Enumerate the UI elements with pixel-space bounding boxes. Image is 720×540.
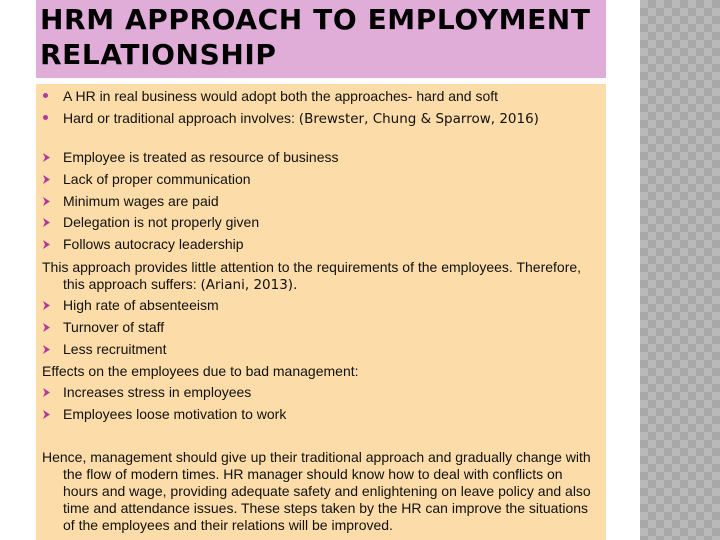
slide-title: HRM APPROACH TO EMPLOYMENT RELATIONSHIP xyxy=(40,3,591,71)
dot-bullet-icon xyxy=(42,88,56,105)
paragraph xyxy=(42,363,598,380)
arrow-bullet-icon xyxy=(42,297,56,314)
list-item-text: Hard or traditional approach involves: xyxy=(63,110,299,126)
arrow-bullet-icon xyxy=(42,149,56,166)
list-item xyxy=(42,149,598,166)
arrow-bullet-icon xyxy=(42,193,56,210)
paragraph xyxy=(42,449,598,534)
list-item xyxy=(42,171,598,188)
arrow-bullet-icon xyxy=(42,171,56,188)
arrow-bullet-icon xyxy=(42,341,56,358)
list-item-text: Minimum wages are paid xyxy=(63,193,219,209)
decorative-pattern xyxy=(640,0,720,540)
arrow-bullet-icon xyxy=(42,214,56,231)
list-item xyxy=(42,236,598,253)
list-item xyxy=(42,319,598,336)
list-item xyxy=(42,88,598,105)
list-item xyxy=(42,384,598,401)
list-item xyxy=(42,297,598,314)
dot-bullet-icon xyxy=(42,110,56,127)
content-panel xyxy=(36,84,606,540)
arrow-bullet-icon xyxy=(42,236,56,253)
list-item-text: Less recruitment xyxy=(63,341,167,357)
paragraph-text: Hence, management should give up their traditional approach and gradually change with the flow of modern times. HR manager should know how to deal with conflicts on hours and wage, providing adequate safety and enlightening on leave policy and also time and attendance issues. These steps taken by the HR can improve the situations of the employees and their relations will be improved. xyxy=(42,449,591,533)
paragraph-text: Effects on the employees due to bad management: xyxy=(42,363,359,379)
paragraph xyxy=(42,259,598,294)
list-item-text: Employee is treated as resource of business xyxy=(63,149,339,165)
citation: (Ariani, 2013). xyxy=(200,277,298,293)
list-item-text: Lack of proper communication xyxy=(63,171,251,187)
list-item-text: Turnover of staff xyxy=(63,319,165,335)
list-item-text: Employees loose motivation to work xyxy=(63,406,287,422)
arrow-bullet-icon xyxy=(42,384,56,401)
list-item xyxy=(42,341,598,358)
list-item-text: A HR in real business would adopt both the approaches- hard and soft xyxy=(63,88,499,104)
title-banner xyxy=(36,0,606,78)
arrow-bullet-icon xyxy=(42,319,56,336)
list-item-text: Delegation is not properly given xyxy=(63,214,260,230)
list-item-text: Follows autocracy leadership xyxy=(63,236,244,252)
list-item xyxy=(42,406,598,423)
list-item-text: High rate of absenteeism xyxy=(63,297,219,313)
arrow-bullet-icon xyxy=(42,406,56,423)
list-item xyxy=(42,110,598,128)
list-item xyxy=(42,193,598,210)
list-item xyxy=(42,214,598,231)
list-item-text: Increases stress in employees xyxy=(63,384,252,400)
citation: (Brewster, Chung & Sparrow, 2016) xyxy=(298,111,539,127)
paragraph-text: This approach provides little attention to the requirements of the employees. Therefore, this approach suffers: xyxy=(42,259,582,292)
